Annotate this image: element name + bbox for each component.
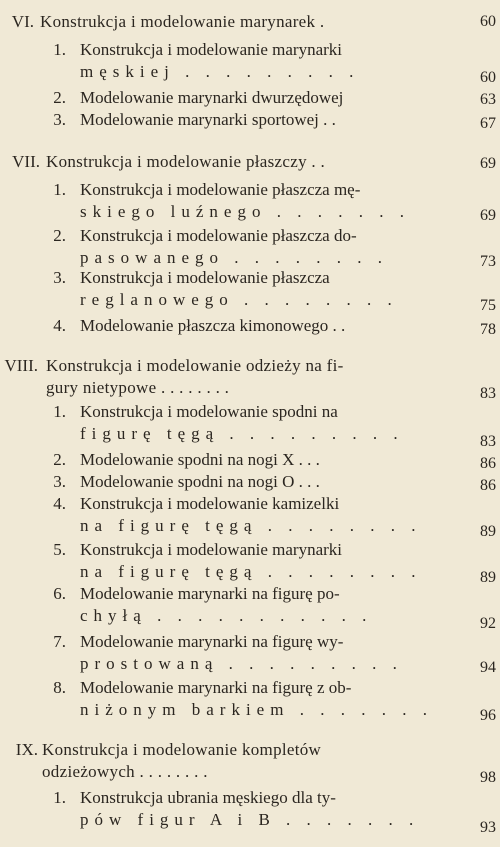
item-page-number: 63 bbox=[480, 91, 496, 108]
item-title-line-2: pasowanego . . . . . . . . bbox=[80, 248, 389, 267]
toc-section-ix bbox=[0, 740, 500, 784]
item-title-line-2: na figurę tęgą . . . . . . . . bbox=[80, 562, 422, 581]
toc-item bbox=[0, 88, 500, 110]
item-title-line-1: Konstrukcja i modelowanie kamizelki bbox=[80, 494, 340, 513]
toc-item bbox=[0, 316, 500, 338]
section-page-number: 98 bbox=[480, 769, 496, 786]
section-title-line-1: Konstrukcja i modelowanie marynarek . bbox=[40, 12, 325, 31]
section-page-number: 83 bbox=[480, 385, 496, 402]
item-page-number: 89 bbox=[480, 569, 496, 586]
item-page-number: 86 bbox=[480, 455, 496, 472]
item-title-line-1: Konstrukcja i modelowanie marynarki bbox=[80, 40, 343, 59]
section-page-number: 60 bbox=[480, 13, 496, 30]
item-number: 8. bbox=[53, 678, 66, 697]
item-number: 6. bbox=[53, 584, 66, 603]
toc-section-vi bbox=[0, 12, 500, 34]
item-title-line-2: chyłą . . . . . . . . . . . bbox=[80, 606, 373, 625]
item-title-line-2: figurę tęgą . . . . . . . . . bbox=[80, 424, 404, 443]
item-number: 2. bbox=[53, 88, 66, 107]
item-page-number: 75 bbox=[480, 297, 496, 314]
item-number: 1. bbox=[53, 402, 66, 421]
toc-item bbox=[0, 180, 500, 224]
item-page-number: 93 bbox=[480, 819, 496, 836]
item-page-number: 83 bbox=[480, 433, 496, 450]
item-title-line-1: Konstrukcja i modelowanie płaszcza mę- bbox=[80, 180, 361, 199]
section-page-number: 69 bbox=[480, 155, 496, 172]
section-title-line-1: Konstrukcja i modelowanie kompletów bbox=[42, 740, 322, 759]
item-number: 3. bbox=[53, 268, 66, 287]
item-title-line-1: Konstrukcja i modelowanie spodni na bbox=[80, 402, 338, 421]
item-page-number: 94 bbox=[480, 659, 496, 676]
section-number: IX. bbox=[15, 740, 38, 759]
item-title-line-1: Modelowanie marynarki na figurę z ob- bbox=[80, 678, 352, 697]
toc-item bbox=[0, 472, 500, 494]
item-title-line-1: Modelowanie płaszcza kimonowego . . bbox=[80, 316, 346, 335]
item-page-number: 67 bbox=[480, 115, 496, 132]
toc-item bbox=[0, 402, 500, 450]
item-number: 4. bbox=[53, 494, 66, 513]
item-number: 1. bbox=[53, 180, 66, 199]
section-title-line-2: odzieżowych . . . . . . . . bbox=[42, 762, 208, 781]
toc-item bbox=[0, 678, 500, 722]
item-title-line-2: męskiej . . . . . . . . . bbox=[80, 62, 360, 81]
toc-item bbox=[0, 632, 500, 676]
section-title-line-1: Konstrukcja i modelowanie odzieży na fi- bbox=[46, 356, 344, 375]
item-title-line-1: Modelowanie spodni na nogi X . . . bbox=[80, 450, 320, 469]
item-number: 4. bbox=[53, 316, 66, 335]
item-number: 1. bbox=[53, 788, 66, 807]
item-page-number: 78 bbox=[480, 321, 496, 338]
item-title-line-2: na figurę tęgą . . . . . . . . bbox=[80, 516, 422, 535]
toc-item bbox=[0, 584, 500, 632]
item-page-number: 73 bbox=[480, 253, 496, 270]
item-page-number: 69 bbox=[480, 207, 496, 224]
item-page-number: 89 bbox=[480, 523, 496, 540]
item-title-line-2: skiego luźnego . . . . . . . bbox=[80, 202, 410, 221]
item-title-line-2: prostowaną . . . . . . . . . bbox=[80, 654, 403, 673]
item-title-line-1: Modelowanie marynarki sportowej . . bbox=[80, 110, 336, 129]
item-title-line-1: Konstrukcja i modelowanie płaszcza do- bbox=[80, 226, 357, 245]
item-number: 7. bbox=[53, 632, 66, 651]
item-number: 2. bbox=[53, 450, 66, 469]
toc-item bbox=[0, 788, 500, 836]
item-number: 1. bbox=[53, 40, 66, 59]
item-page-number: 92 bbox=[480, 615, 496, 632]
item-title-line-1: Modelowanie marynarki dwurzędowej bbox=[80, 88, 344, 107]
item-number: 3. bbox=[53, 110, 66, 129]
item-page-number: 60 bbox=[480, 69, 496, 86]
item-number: 3. bbox=[53, 472, 66, 491]
item-page-number: 86 bbox=[480, 477, 496, 494]
item-title-line-2: niżonym barkiem . . . . . . . bbox=[80, 700, 433, 719]
toc-item bbox=[0, 540, 500, 584]
item-title-line-1: Modelowanie marynarki na figurę po- bbox=[80, 584, 340, 603]
section-number: VI. bbox=[11, 12, 34, 31]
section-number: VII. bbox=[12, 152, 40, 171]
item-number: 5. bbox=[53, 540, 66, 559]
item-title-line-1: Konstrukcja ubrania męskiego dla ty- bbox=[80, 788, 336, 807]
item-title-line-1: Konstrukcja i modelowanie marynarki bbox=[80, 540, 343, 559]
item-number: 2. bbox=[53, 226, 66, 245]
toc-item bbox=[0, 226, 500, 270]
toc-item bbox=[0, 110, 500, 132]
item-title-line-2: reglanowego . . . . . . . . bbox=[80, 290, 398, 309]
toc-section-vii bbox=[0, 152, 500, 174]
toc-item bbox=[0, 494, 500, 538]
toc-section-viii bbox=[0, 356, 500, 400]
item-page-number: 96 bbox=[480, 707, 496, 724]
item-title-line-1: Modelowanie spodni na nogi O . . . bbox=[80, 472, 320, 491]
section-title-line-1: Konstrukcja i modelowanie płaszczy . . bbox=[46, 152, 326, 171]
section-number: VIII. bbox=[4, 356, 38, 375]
item-title-line-1: Konstrukcja i modelowanie płaszcza bbox=[80, 268, 330, 287]
toc-item bbox=[0, 40, 500, 84]
section-title-line-2: gury nietypowe . . . . . . . . bbox=[46, 378, 230, 397]
toc-item bbox=[0, 450, 500, 472]
item-title-line-1: Modelowanie marynarki na figurę wy- bbox=[80, 632, 344, 651]
item-title-line-2: pów figur A i B . . . . . . . bbox=[80, 810, 420, 829]
toc-item bbox=[0, 268, 500, 312]
